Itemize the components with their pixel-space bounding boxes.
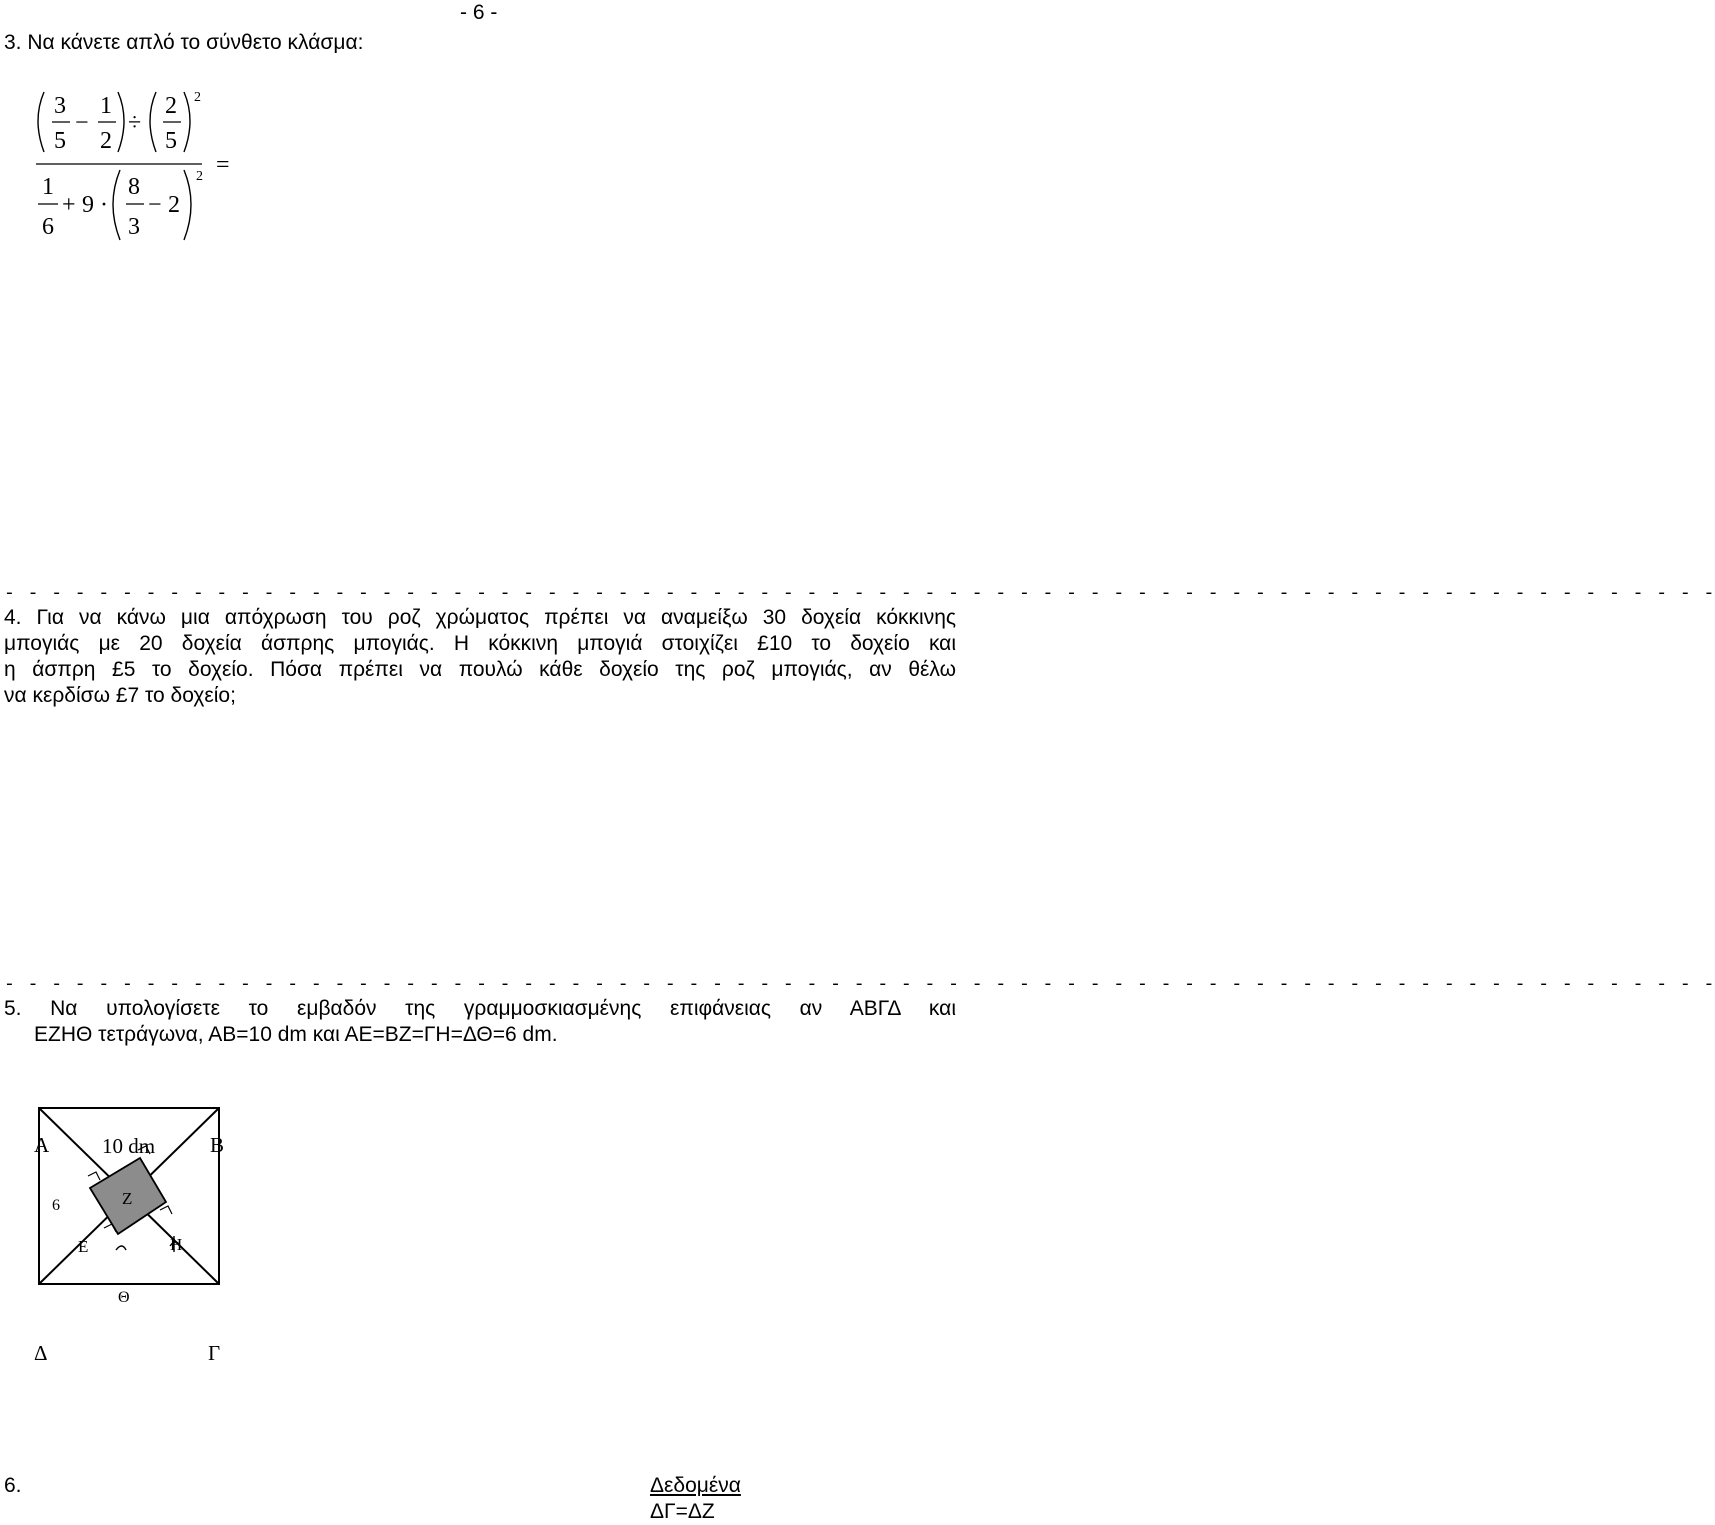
label-g: Γ bbox=[208, 1341, 221, 1365]
q3-title: 3. Να κάνετε απλό το σύνθετο κλάσμα: bbox=[4, 31, 364, 54]
q3-paren-close-2 bbox=[184, 92, 190, 152]
q4-line-2: μπογιάς με 20 δοχεία άσπρης μπογιάς. Η κόκκινη μπογιά στοιχίζει £10 το δοχείο και bbox=[4, 632, 956, 655]
q5-text bbox=[4, 996, 956, 1048]
q5-line-1: 5. Να υπολογίσετε το εμβαδόν της γραμμοσκιασμένης επιφάνειας αν ΑΒΓΔ και bbox=[4, 997, 956, 1020]
q6-number: 6. bbox=[4, 1474, 22, 1497]
separator-1: - - - - - - - - - - - - - - - - - - - - - - - - - - - - - - - - - - - - - - - - - - - - - - - - - - - - - - - - - - - - - - - - - - - - - - - - - bbox=[4, 584, 1715, 604]
q4-line-3: η άσπρη £5 το δοχείο. Πόσα πρέπει να πουλώ κάθε δοχείο της ροζ μπογιάς, αν θέλω bbox=[4, 658, 956, 681]
q3-paren-open-3 bbox=[113, 170, 120, 240]
label-a: Α bbox=[34, 1133, 50, 1157]
label-h: Η bbox=[170, 1235, 183, 1254]
q3-minus-2: − bbox=[148, 192, 162, 218]
q5-square-diagram bbox=[30, 1100, 250, 1380]
separator-2: - - - - - - - - - - - - - - - - - - - - - - - - - - - - - - - - - - - - - - - - - - - - - - - - - - - - - - - - - - - - - - - - - - - - - - - - - bbox=[4, 975, 1715, 995]
label-b: Β bbox=[210, 1133, 225, 1157]
label-e: Ε bbox=[78, 1237, 89, 1256]
q3-two: 2 bbox=[168, 192, 180, 218]
q3-paren-close-3 bbox=[184, 170, 191, 240]
q3-paren-close-1 bbox=[118, 92, 124, 152]
label-side-10dm: 10 dm bbox=[102, 1134, 156, 1158]
q6-given-heading: Δεδομένα bbox=[650, 1474, 741, 1497]
right-angle-mark-1 bbox=[88, 1172, 100, 1180]
q3-paren-open-1 bbox=[38, 92, 44, 152]
q4-text bbox=[4, 605, 956, 709]
label-th: Θ bbox=[118, 1289, 130, 1306]
q3-n1-den: 5 bbox=[54, 128, 66, 154]
q3-d2-num: 8 bbox=[128, 174, 140, 200]
q3-d1-den: 6 bbox=[42, 214, 54, 240]
q3-plus: + bbox=[62, 192, 76, 218]
q3-nine: 9 bbox=[82, 192, 94, 218]
q6-given-line: ΔΓ=ΔΖ bbox=[650, 1500, 715, 1523]
q4-line-4: να κερδίσω £7 το δοχείο; bbox=[4, 684, 236, 707]
q3-exponent-1: 2 bbox=[194, 90, 201, 105]
q3-n1-num: 3 bbox=[54, 93, 66, 119]
q3-exponent-2: 2 bbox=[196, 169, 203, 184]
q3-equals: = bbox=[216, 152, 230, 178]
q3-d1-num: 1 bbox=[42, 174, 54, 200]
q3-complex-fraction bbox=[20, 82, 260, 252]
q3-n3-den: 5 bbox=[165, 128, 177, 154]
q3-div-sign: ÷ bbox=[128, 110, 142, 136]
q3-n2-num: 1 bbox=[100, 93, 112, 119]
q3-paren-open-2 bbox=[150, 92, 156, 152]
q3-n2-den: 2 bbox=[100, 128, 112, 154]
q3-d2-den: 3 bbox=[128, 214, 140, 240]
q4-line-1: 4. Για να κάνω μια απόχρωση του ροζ χρώματος πρέπει να αναμείξω 30 δοχεία κόκκινης bbox=[4, 606, 956, 629]
q3-n3-num: 2 bbox=[165, 93, 177, 119]
right-angle-mark-3 bbox=[160, 1206, 172, 1214]
q3-dot: · bbox=[100, 192, 108, 218]
q3-minus-1: − bbox=[75, 110, 89, 136]
label-d: Δ bbox=[34, 1341, 48, 1365]
label-z: Ζ bbox=[122, 1189, 133, 1208]
label-segment-6: 6 bbox=[52, 1197, 60, 1214]
page-number: - 6 - bbox=[460, 1, 498, 24]
arc-mark-e bbox=[116, 1246, 126, 1250]
q5-line-2: ΕΖΗΘ τετράγωνα, ΑΒ=10 dm και ΑΕ=ΒΖ=ΓΗ=ΔΘ=6 dm. bbox=[34, 1023, 558, 1046]
